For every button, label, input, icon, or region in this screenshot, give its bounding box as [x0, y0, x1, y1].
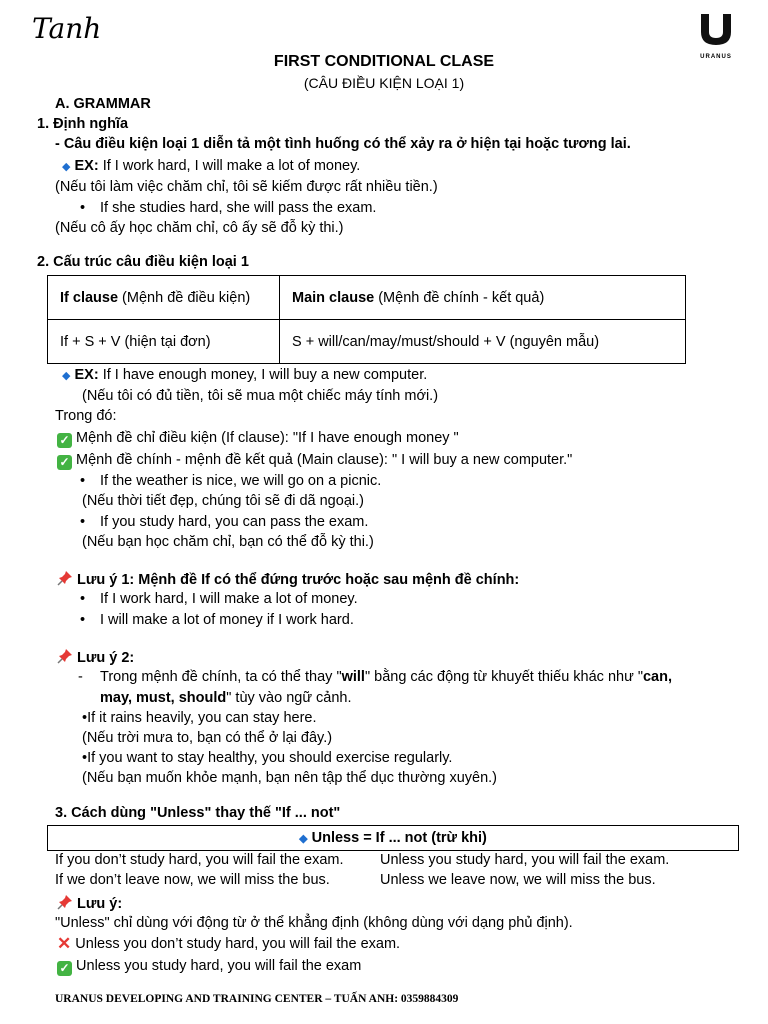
example-5: • If you study hard, you can pass the exam. — [100, 514, 368, 530]
note-2-example-2: •If you want to stay healthy, you should exercise regularly. — [82, 750, 453, 766]
if-clause-header-rest: (Mệnh đề điều kiện) — [118, 289, 251, 306]
note-2-text: Lưu ý 2: — [77, 650, 135, 666]
check-icon: ✓ — [57, 433, 72, 448]
example-2: • If she studies hard, she will pass the exam. — [100, 200, 376, 216]
page-title: FIRST CONDITIONAL CLASE — [273, 53, 495, 70]
table-header-row — [48, 276, 686, 320]
unless-formula: Unless = If ... not (trừ khi) — [311, 830, 487, 846]
cross-icon: ✕ — [57, 934, 72, 953]
unless-heading: 3. Cách dùng "Unless" thay thế "If ... not" — [55, 805, 341, 821]
structure-heading: 2. Cấu trúc câu điều kiện loại 1 — [37, 254, 249, 270]
ex-text: If I have enough money, I will buy a new computer. — [98, 367, 428, 383]
note-2-dash: - — [78, 669, 83, 685]
unless-note-text: "Unless" chỉ dùng với động từ ở thể khẳng định (không dùng với dạng phủ định). — [55, 915, 573, 931]
uranus-logo-icon — [696, 12, 736, 48]
table-formula-row — [48, 320, 686, 364]
if-clause-formula: If + S + V (hiện tại đơn) — [48, 320, 280, 364]
note-2-line-2 — [100, 690, 352, 706]
page-subtitle: (CÂU ĐIỀU KIỆN LOẠI 1) — [303, 75, 465, 91]
pushpin-icon — [57, 648, 73, 664]
example-4: • If the weather is nice, we will go on a picnic. — [100, 473, 381, 489]
note-2-example-1-translation: (Nếu trời mưa to, bạn có thể ở lại đây.) — [82, 730, 333, 746]
footer: URANUS DEVELOPING AND TRAINING CENTER – TUẤN ANH: 0359884309 — [55, 993, 459, 1005]
ex-text: If I work hard, I will make a lot of money. — [98, 158, 361, 174]
ex-label: EX: — [74, 158, 99, 174]
unless-row-2-left: If we don’t leave now, we will miss the bus. — [55, 872, 330, 888]
note-1-text: Lưu ý 1: Mệnh đề If có thể đứng trước hoặc sau mệnh đề chính: — [77, 572, 520, 588]
ex-label: EX: — [74, 367, 99, 383]
uranus-logo-text: URANUS — [700, 54, 732, 60]
structure-table — [47, 275, 686, 364]
definition-text: - Câu điều kiện loại 1 diễn tả một tình huống có thể xảy ra ở hiện tại hoặc tương lai. — [55, 136, 631, 152]
example-4-translation: (Nếu thời tiết đẹp, chúng tôi sẽ đi dã ngoại.) — [82, 493, 364, 509]
check-text: Mệnh đề chỉ điều kiện (If clause): "If I have enough money " — [76, 430, 459, 446]
example-2-translation: (Nếu cô ấy học chăm chỉ, cô ấy sẽ đỗ kỳ thi.) — [55, 220, 344, 236]
unless-note-heading — [57, 894, 122, 912]
note-2-text-a: Trong mệnh đề chính, ta có thể thay " — [100, 669, 342, 685]
note-2-example-1: •If it rains heavily, you can stay here. — [82, 710, 317, 726]
signature — [32, 12, 101, 45]
main-clause-header — [280, 276, 686, 320]
note-1-example-2: • I will make a lot of money if I work hard. — [100, 612, 354, 628]
unless-row-2-right: Unless we leave now, we will miss the bus. — [380, 872, 656, 888]
signature-text: Tanh — [32, 12, 102, 45]
section-a-heading: A. GRAMMAR — [55, 96, 151, 112]
note-1-example-1: • If I work hard, I will make a lot of money. — [100, 591, 358, 607]
note-2-modals: may, must, should — [100, 690, 227, 706]
diamond-icon: ◆ — [62, 370, 71, 382]
example-1 — [62, 158, 360, 174]
main-clause-header-rest: (Mệnh đề chính - kết quả) — [374, 289, 545, 306]
example-1-translation: (Nếu tôi làm việc chăm chỉ, tôi sẽ kiếm được rất nhiều tiền.) — [55, 179, 438, 195]
note-2-example-2-translation: (Nếu bạn muốn khỏe mạnh, bạn nên tập thể dục thường xuyên.) — [82, 770, 498, 786]
check-icon: ✓ — [57, 455, 72, 470]
note-2-line-1 — [100, 669, 672, 685]
pushpin-icon — [57, 894, 73, 910]
diamond-icon: ◆ — [299, 833, 308, 845]
example-3-translation: (Nếu tôi có đủ tiền, tôi sẽ mua một chiếc máy tính mới.) — [82, 388, 439, 404]
unless-note-label: Lưu ý: — [77, 896, 123, 912]
main-clause-header-bold: Main clause — [292, 289, 375, 306]
if-clause-header-bold: If clause — [60, 289, 119, 306]
note-2-text-b: " tùy vào ngữ cảnh. — [226, 690, 352, 706]
check-icon: ✓ — [57, 961, 72, 976]
note-2-can: can, — [642, 669, 672, 685]
pushpin-icon — [57, 570, 73, 586]
unless-formula-box — [47, 825, 739, 851]
unless-row-1-left: If you don’t study hard, you will fail the exam. — [55, 852, 344, 868]
check-text: Mệnh đề chính - mệnh đề kết quả (Main clause): " I will buy a new computer." — [76, 452, 573, 468]
right-example-text: Unless you study hard, you will fail the exam — [76, 958, 362, 974]
check-item-if-clause — [57, 430, 459, 448]
note-1-heading — [57, 570, 519, 588]
unless-right-example — [57, 958, 361, 976]
unless-row-1-right: Unless you study hard, you will fail the exam. — [380, 852, 670, 868]
example-5-translation: (Nếu bạn học chăm chỉ, bạn có thể đỗ kỳ thi.) — [82, 534, 374, 550]
note-2-text-c: " bằng các động từ khuyết thiếu khác như " — [364, 669, 643, 685]
note-2-will: will — [341, 669, 365, 685]
unless-wrong-example — [57, 936, 400, 952]
main-clause-formula: S + will/can/may/must/should + V (nguyên mẫu) — [280, 320, 686, 364]
trong-do-label: Trong đó: — [55, 408, 117, 424]
definition-heading: 1. Định nghĩa — [37, 116, 129, 132]
check-item-main-clause — [57, 452, 572, 470]
wrong-example-text: Unless you don’t study hard, you will fail the exam. — [75, 936, 401, 952]
example-3 — [62, 367, 427, 383]
note-2-heading — [57, 648, 134, 666]
diamond-icon: ◆ — [62, 161, 71, 173]
if-clause-header — [48, 276, 280, 320]
